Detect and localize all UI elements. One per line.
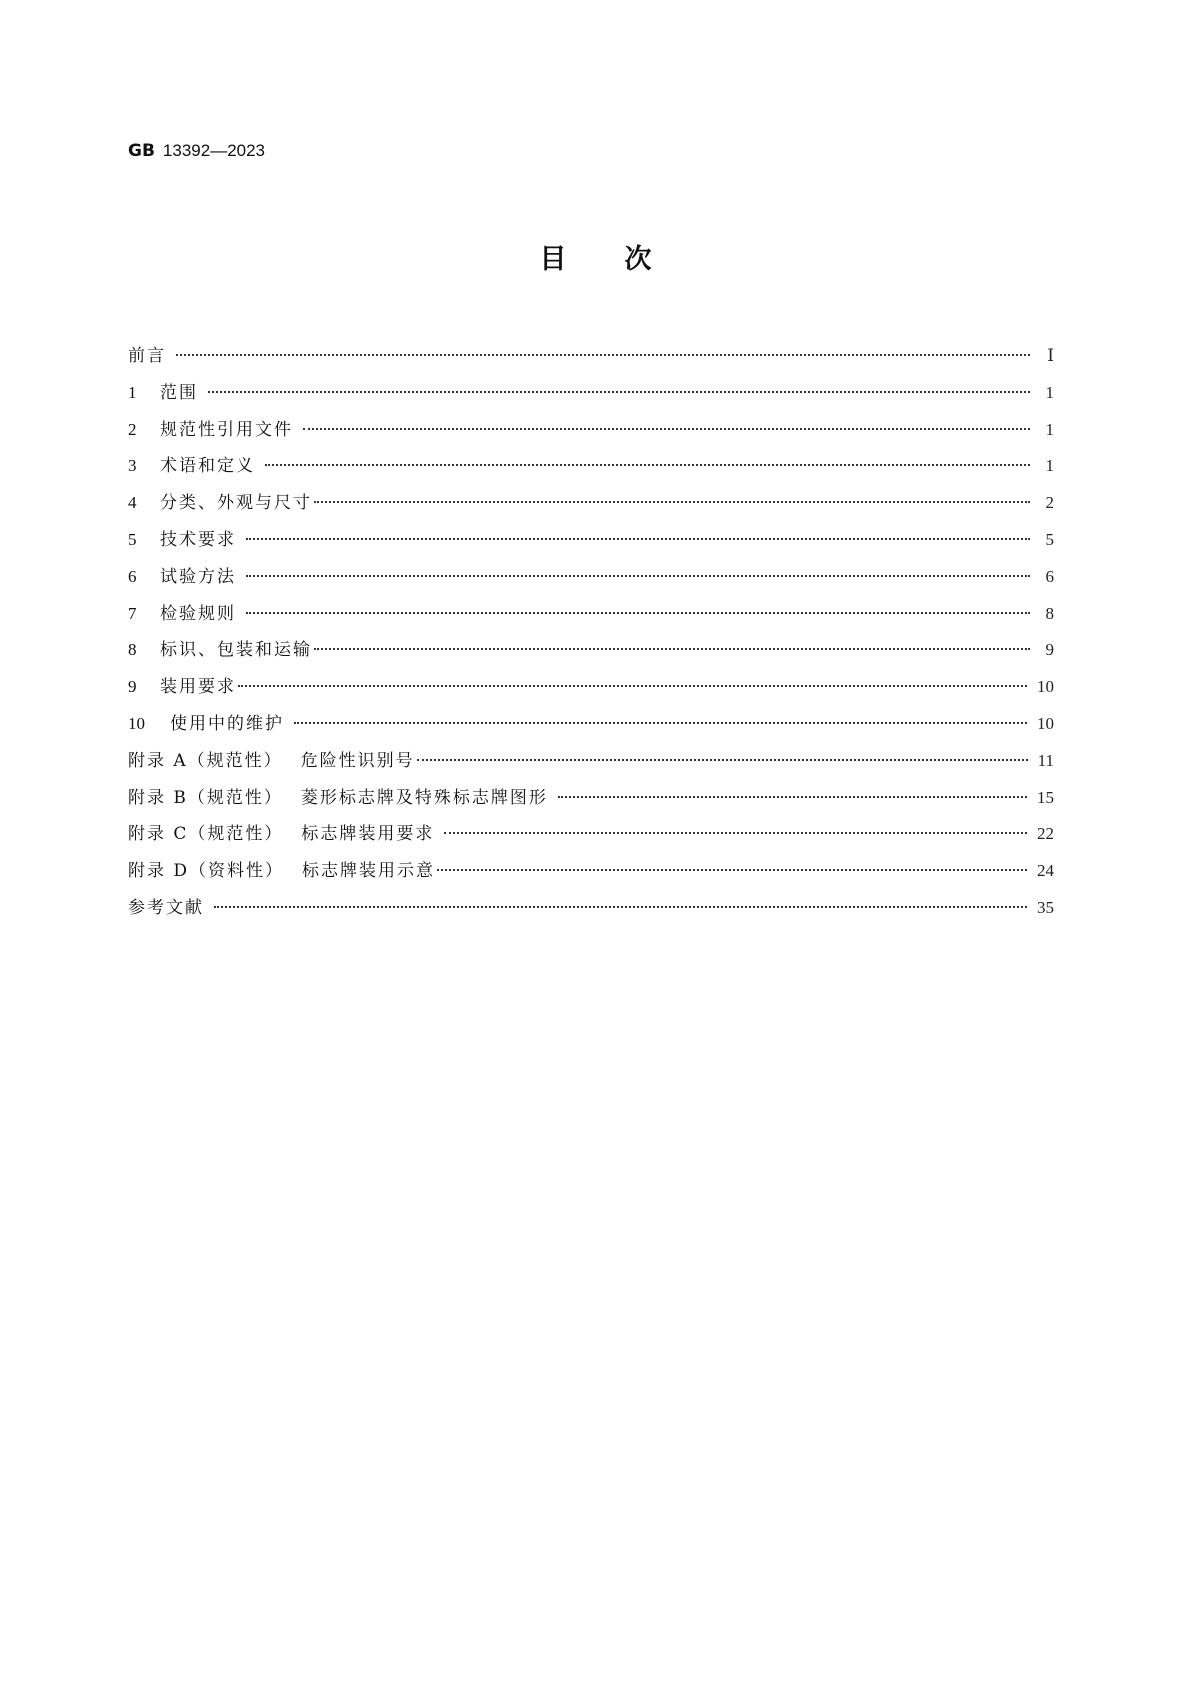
leader-dots xyxy=(246,575,1030,577)
leader-dots xyxy=(246,538,1030,540)
toc-entry-number: 3 xyxy=(128,456,137,476)
toc-entry-number: 2 xyxy=(128,419,137,439)
toc-entry-page: 9 xyxy=(1045,640,1054,660)
toc-entry-number: 7 xyxy=(128,603,137,623)
leader-dots xyxy=(294,722,1027,724)
leader-dots xyxy=(558,796,1027,798)
toc-entry-scope[interactable] xyxy=(128,382,1054,419)
toc-entry-annex-a[interactable] xyxy=(128,750,1054,787)
leader-dots xyxy=(265,464,1030,466)
toc-entry-label: 装用要求 xyxy=(160,677,236,698)
table-of-contents xyxy=(128,345,1054,934)
leader-dots xyxy=(176,354,1030,356)
leader-dots xyxy=(208,391,1030,393)
toc-entry-terms[interactable] xyxy=(128,455,1054,492)
toc-entry-page: 15 xyxy=(1037,787,1054,807)
toc-entry-label: 规范性引用文件 xyxy=(160,419,293,440)
toc-entry-label: 参考文献 xyxy=(128,897,204,918)
toc-entry-page: 10 xyxy=(1037,677,1054,697)
toc-entry-label: 检验规则 xyxy=(160,603,236,624)
toc-entry-page: 22 xyxy=(1037,824,1054,844)
toc-entry-number: 1 xyxy=(128,382,137,402)
toc-entry-number: 8 xyxy=(128,640,137,660)
toc-annex-title: 标志牌装用示意 xyxy=(302,861,436,882)
toc-entry-label: 术语和定义 xyxy=(160,456,255,477)
toc-entry-page: 5 xyxy=(1045,529,1054,549)
leader-dots xyxy=(238,685,1027,687)
toc-entry-label: 技术要求 xyxy=(160,529,236,550)
toc-entry-label: 标识、包装和运输 xyxy=(160,640,312,661)
toc-entry-annex-c[interactable] xyxy=(128,823,1054,860)
leader-dots xyxy=(437,869,1027,871)
toc-entry-annex-d[interactable] xyxy=(128,860,1054,897)
toc-entry-number: 5 xyxy=(128,529,137,549)
leader-dots xyxy=(303,428,1030,430)
toc-entry-marking-packaging[interactable] xyxy=(128,639,1054,676)
toc-entry-inspection-rules[interactable] xyxy=(128,603,1054,640)
standard-prefix: GB xyxy=(128,141,155,161)
toc-entry-bibliography[interactable] xyxy=(128,897,1054,934)
toc-entry-page: 11 xyxy=(1037,750,1054,770)
toc-entry-page: 6 xyxy=(1045,566,1054,586)
toc-entry-annex-b[interactable] xyxy=(128,787,1054,824)
toc-entry-number: 6 xyxy=(128,566,137,586)
toc-annex-title: 菱形标志牌及特殊标志牌图形 xyxy=(300,787,548,808)
toc-entry-page: 1 xyxy=(1045,419,1054,439)
toc-entry-number: 10 xyxy=(128,713,145,733)
toc-entry-page: 1 xyxy=(1045,382,1054,402)
toc-entry-label: 使用中的维护 xyxy=(170,713,284,734)
toc-annex-label: 附录 A（规范性） xyxy=(128,750,283,771)
toc-entry-maintenance[interactable] xyxy=(128,713,1054,750)
toc-entry-page: 2 xyxy=(1045,493,1054,513)
standard-number xyxy=(128,141,265,161)
leader-dots xyxy=(444,832,1027,834)
toc-entry-number: 4 xyxy=(128,493,137,513)
toc-entry-installation[interactable] xyxy=(128,676,1054,713)
leader-dots xyxy=(214,906,1027,908)
leader-dots xyxy=(417,759,1028,761)
leader-dots xyxy=(314,501,1030,503)
toc-entry-page: 24 xyxy=(1037,861,1054,881)
toc-annex-title: 危险性识别号 xyxy=(300,750,415,771)
toc-entry-label: 分类、外观与尺寸 xyxy=(160,493,312,514)
toc-entry-page: 35 xyxy=(1037,897,1054,917)
toc-entry-foreword[interactable] xyxy=(128,345,1054,382)
toc-annex-label: 附录 C（规范性） xyxy=(128,824,284,845)
toc-entry-requirements[interactable] xyxy=(128,529,1054,566)
toc-entry-page: 10 xyxy=(1037,713,1054,733)
toc-entry-number: 9 xyxy=(128,677,137,697)
leader-dots xyxy=(246,612,1030,614)
toc-annex-title: 标志牌装用要求 xyxy=(301,824,435,845)
toc-entry-label: 试验方法 xyxy=(160,566,236,587)
toc-annex-label: 附录 D（资料性） xyxy=(128,861,285,882)
toc-entry-label: 前言 xyxy=(128,346,166,366)
toc-entry-normative-references[interactable] xyxy=(128,419,1054,456)
page-title: 目次 xyxy=(539,244,710,275)
toc-entry-page: 8 xyxy=(1045,603,1054,623)
toc-entry-classification[interactable] xyxy=(128,492,1054,529)
standard-code: 13392—2023 xyxy=(162,141,266,160)
toc-entry-page: Ⅰ xyxy=(1047,346,1054,365)
leader-dots xyxy=(314,648,1030,650)
toc-entry-label: 范围 xyxy=(160,382,198,403)
toc-annex-label: 附录 B（规范性） xyxy=(128,787,283,808)
toc-entry-test-methods[interactable] xyxy=(128,566,1054,603)
toc-entry-page: 1 xyxy=(1045,456,1054,476)
